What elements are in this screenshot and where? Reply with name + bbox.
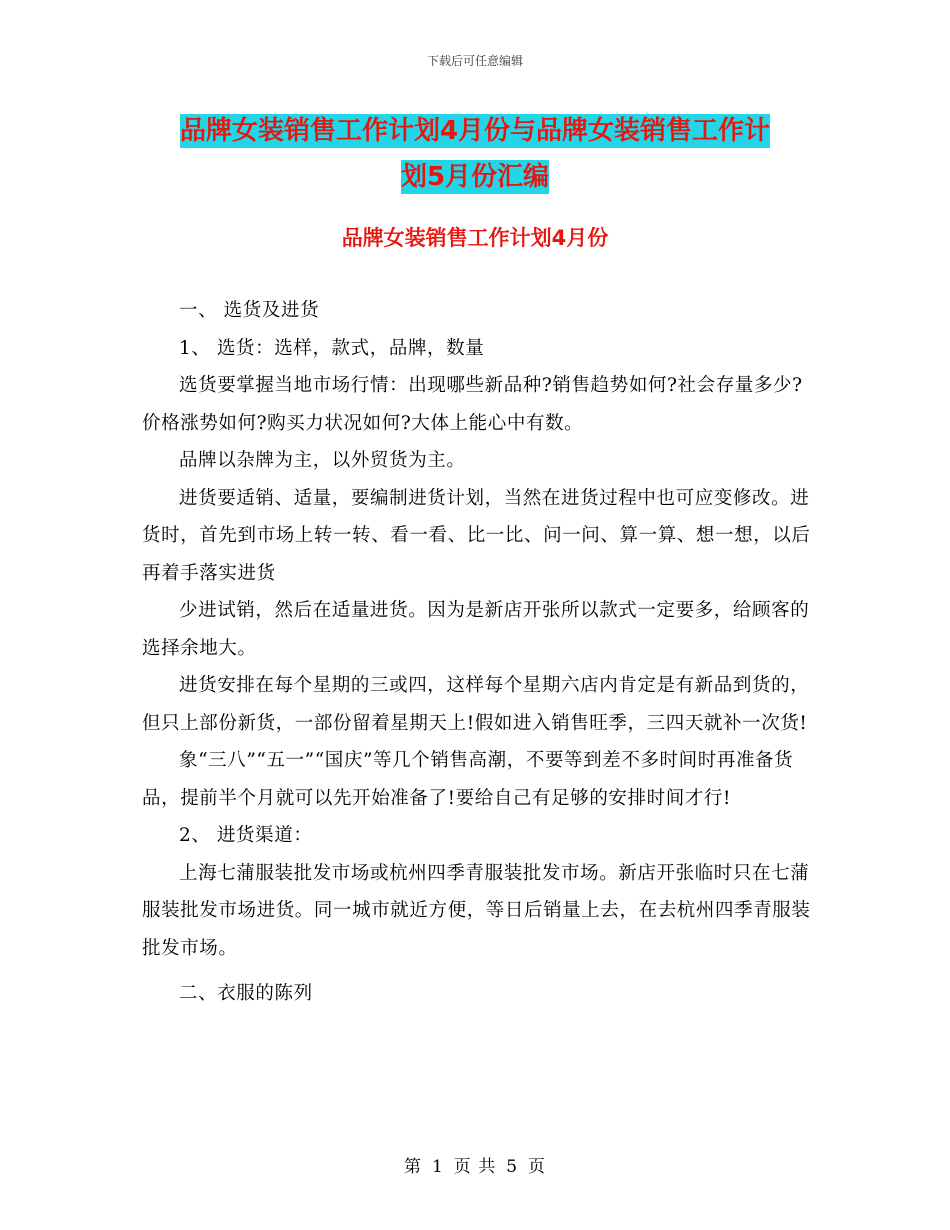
paragraph: 品牌以杂牌为主，以外贸货为主。 xyxy=(179,450,466,471)
paragraph-heading-2: 二、衣服的陈列 xyxy=(179,983,313,1004)
paragraph-subheading-2: 2、 进货渠道： xyxy=(179,825,313,846)
footer-page-number: 1 xyxy=(431,1157,444,1177)
footer-suffix: 页 xyxy=(528,1157,547,1177)
header-note: 下载后可任意编辑 xyxy=(426,54,523,68)
title-line-1: 品牌女装销售工作计划4月份与品牌女装销售工作计 xyxy=(179,116,771,146)
document-title xyxy=(140,108,810,200)
paragraph: 进货安排在每个星期的三或四，这样每个星期六店内肯定是有新品到货的，但只上部份新货，一部份留着星期天上!假如进入销售旺季，三四天就补一次货! xyxy=(142,675,810,734)
footer-prefix: 第 xyxy=(403,1157,422,1177)
paragraph-subheading-1: 1、 选货：选样，款式，品牌，数量 xyxy=(179,337,485,359)
paragraph: 象“三八”“五一”“国庆”等几个销售高潮，不要等到差不多时间时再准备货品，提前半个月就可以先开始准备了!要给自己有足够的安排时间才行! xyxy=(142,750,794,809)
paragraph: 少进试销，然后在适量进货。因为是新店开张所以款式一定要多，给顾客的选择余地大。 xyxy=(142,600,810,659)
page-footer xyxy=(0,1152,950,1177)
footer-mid: 页 共 xyxy=(453,1157,497,1177)
paragraph: 选货要掌握当地市场行情：出现哪些新品种?销售趋势如何?社会存量多少?价格涨势如何?购买力状况如何?大体上能心中有数。 xyxy=(142,375,803,434)
paragraph: 上海七蒲服装批发市场或杭州四季青服装批发市场。新店开张临时只在七蒲服装批发市场进货。同一城市就近方便，等日后销量上去，在去杭州四季青服装批发市场。 xyxy=(142,862,811,959)
body-text xyxy=(142,292,812,1013)
paragraph-heading-1: 一、 选货及进货 xyxy=(179,300,320,321)
paragraph: 进货要适销、适量，要编制进货计划，当然在进货过程中也可应变修改。进货时，首先到市场上转一转、看一看、比一比、问一问、算一算、想一想，以后再着手落实进货 xyxy=(142,487,811,584)
title-line-2: 划5月份汇编 xyxy=(400,162,550,192)
footer-total-pages: 5 xyxy=(506,1157,519,1177)
section-title: 品牌女装销售工作计划4月份 xyxy=(341,226,609,250)
